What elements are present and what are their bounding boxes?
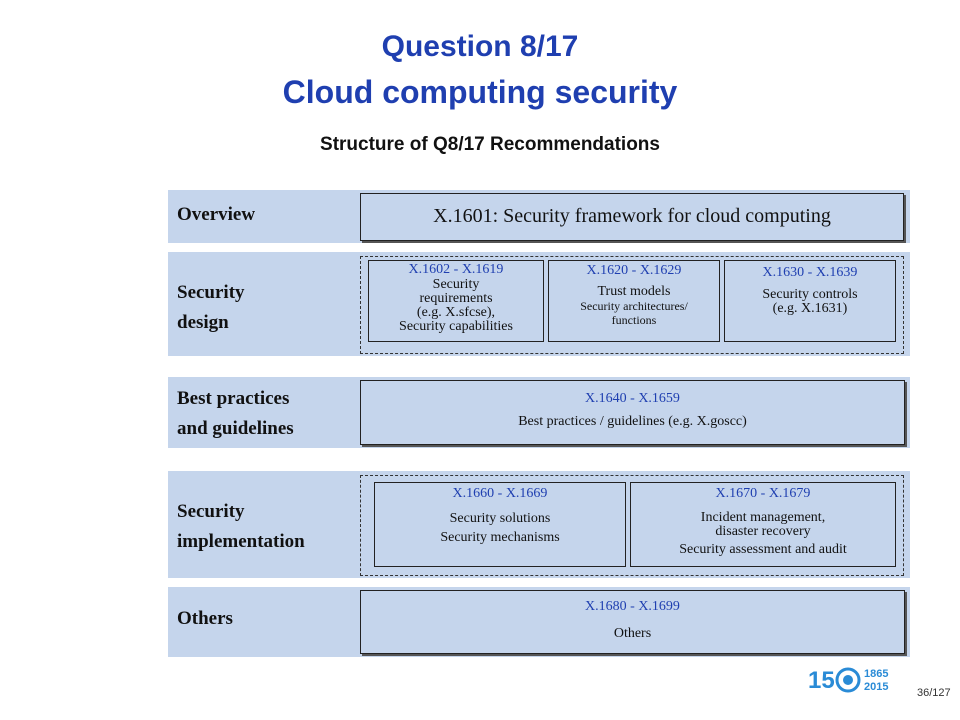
security-design-box-3: X.1630 - X.1639 Security controls (e.g. X.1631)	[724, 260, 896, 342]
security-implementation-box-1: X.1660 - X.1669 Security solutions Security mechanisms	[374, 482, 626, 567]
svg-text:2015: 2015	[864, 681, 889, 693]
structure-caption: Structure of Q8/17 Recommendations	[320, 134, 660, 155]
page-number: 36/127	[917, 687, 951, 699]
overview-box	[360, 193, 904, 241]
security-implementation-box-2: X.1670 - X.1679 Incident management, disaster recovery Security assessment and audit	[630, 482, 896, 567]
overview-box-text: X.1601: Security framework for cloud computing	[433, 205, 831, 227]
page-title: Question 8/17	[381, 30, 579, 63]
security-implementation-label: Security implementation	[177, 501, 305, 552]
page-subtitle-heading: Cloud computing security	[282, 74, 678, 110]
svg-text:1865: 1865	[864, 668, 889, 680]
svg-text:15: 15	[808, 667, 835, 694]
others-label: Others	[177, 608, 233, 629]
security-design-box-1: X.1602 - X.1619 Security requirements (e.g. X.sfcse), Security capabilities	[368, 260, 544, 342]
others-box: X.1680 - X.1699 Others	[360, 590, 905, 654]
security-design-box-2: X.1620 - X.1629 Trust models Security architectures/ functions	[548, 260, 720, 342]
best-practices-label: Best practices and guidelines	[177, 388, 294, 439]
itu-150-anniversary-logo	[808, 664, 918, 694]
security-design-label: Security design	[177, 282, 245, 333]
overview-label: Overview	[177, 204, 256, 225]
best-practices-box: X.1640 - X.1659 Best practices / guidelines (e.g. X.goscc)	[360, 380, 905, 445]
